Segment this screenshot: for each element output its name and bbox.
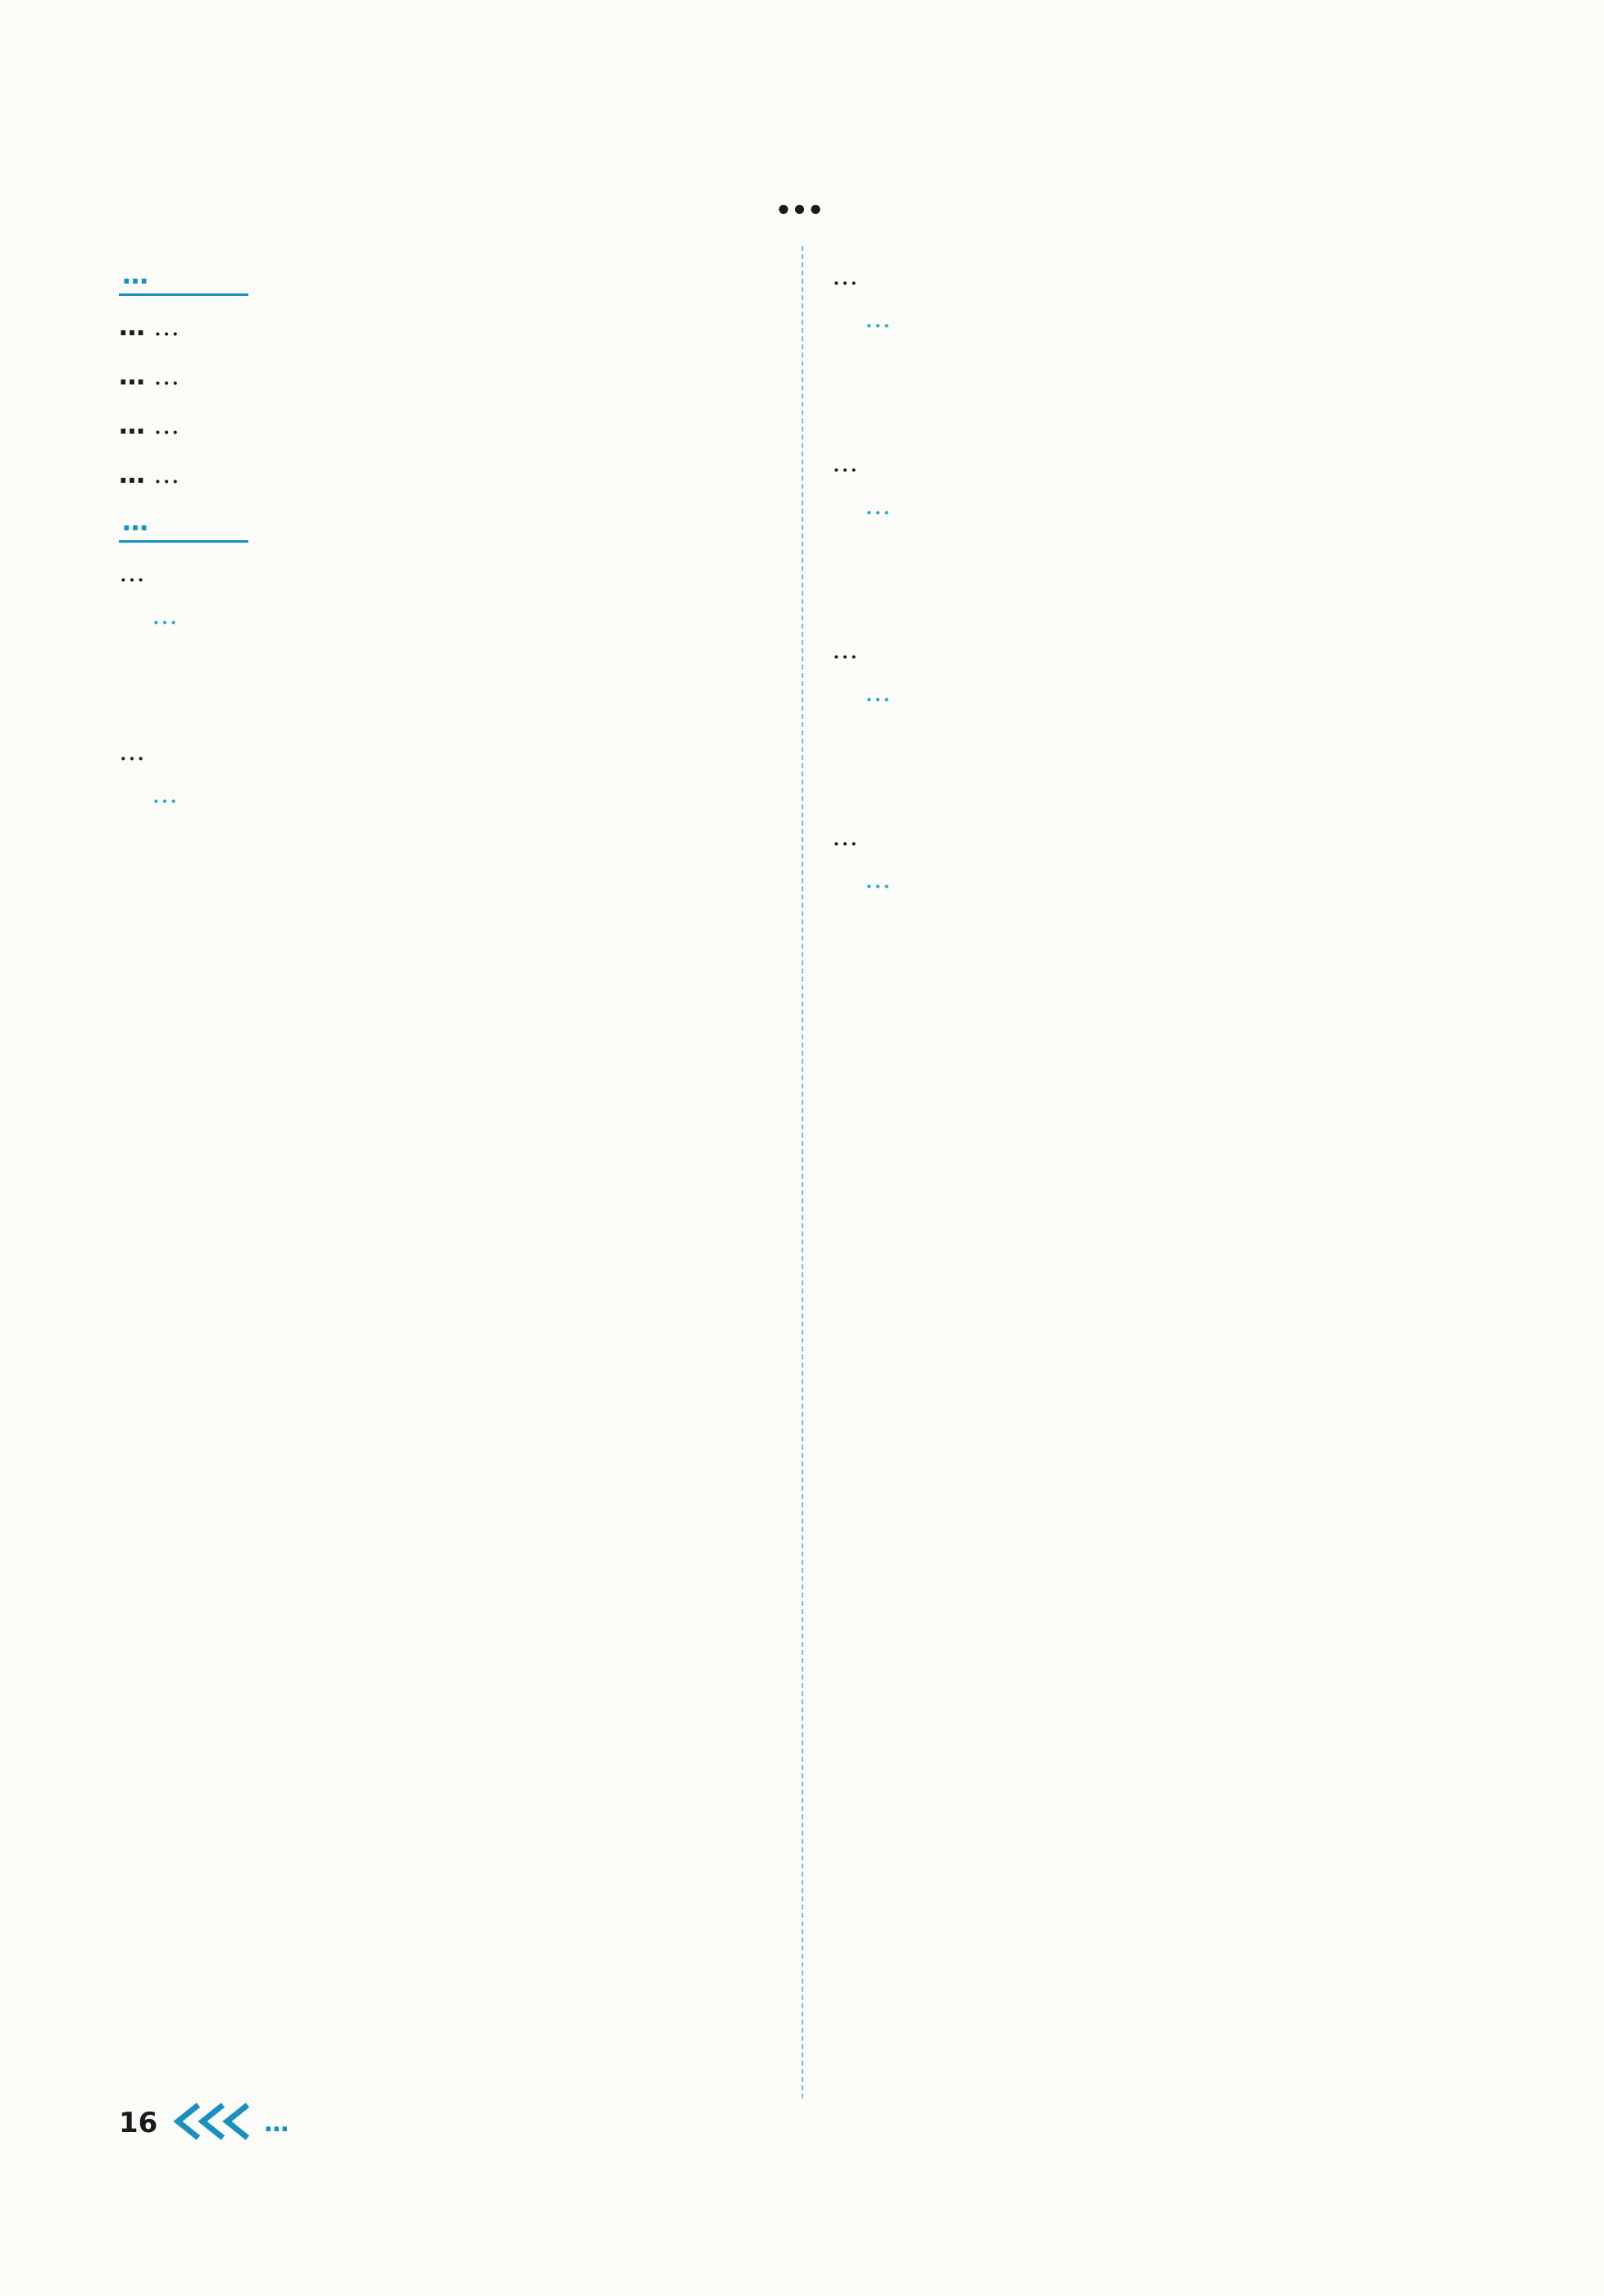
question-text: …: [832, 634, 858, 665]
page-footer: [119, 2098, 428, 2148]
right-column: [832, 254, 1488, 1002]
question-4: [832, 441, 1488, 571]
double-chevron-left-icon: [166, 2101, 256, 2145]
question-text: …: [119, 735, 145, 766]
material-text: …: [153, 458, 180, 489]
question-text: …: [832, 821, 858, 852]
question-2: [119, 730, 799, 859]
material-text: …: [153, 360, 180, 391]
question-3: [832, 254, 1488, 384]
material-label: …: [119, 458, 145, 489]
question-text: …: [832, 260, 858, 291]
material-text: …: [153, 409, 180, 440]
material-2: [119, 353, 799, 398]
section-tag-link: …: [119, 257, 248, 296]
brand-name: …: [264, 2108, 293, 2138]
material-label: …: [119, 360, 145, 391]
question-text: …: [832, 447, 858, 478]
material-label: …: [119, 409, 145, 440]
page-title: …: [775, 168, 829, 225]
answer-text: …: [152, 599, 178, 630]
answer-text: …: [152, 778, 178, 809]
answer-text: …: [865, 676, 891, 707]
question-6: [832, 815, 1488, 944]
material-label: …: [119, 311, 145, 342]
answer-text: …: [865, 863, 891, 894]
left-column: [119, 254, 799, 908]
material-3: [119, 402, 799, 447]
material-text: …: [153, 311, 180, 342]
answer-text: …: [865, 489, 891, 521]
question-1: [119, 551, 799, 680]
answer-text: …: [865, 302, 891, 334]
section-tag-practice: …: [119, 504, 248, 543]
question-5: [832, 628, 1488, 757]
material-1: [119, 304, 799, 348]
question-text: …: [119, 557, 145, 588]
material-4: [119, 452, 799, 496]
column-divider: [802, 246, 803, 2098]
page-number: 16: [119, 2107, 158, 2139]
